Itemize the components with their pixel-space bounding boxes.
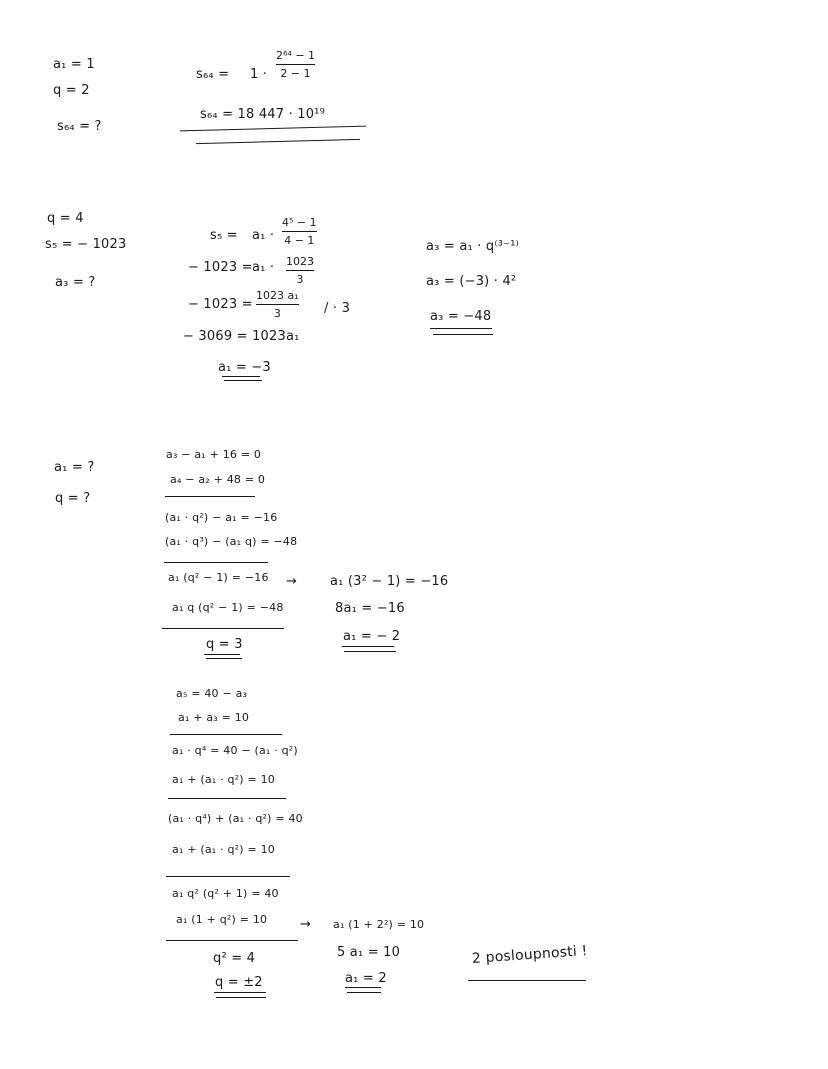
given-q: q = 2 <box>53 83 90 98</box>
s64-lhs: s₆₄ = <box>196 67 230 82</box>
underline <box>204 654 240 655</box>
underline <box>206 658 242 659</box>
given-a3: a₃ = ? <box>55 275 96 290</box>
system-eq-2: a₄ − a₂ + 48 = 0 <box>170 473 266 486</box>
eq2-numerator: 1023 <box>286 255 314 268</box>
arrow-icon: → <box>300 917 312 932</box>
system-eq-4: a₁ + (a₁ · q²) = 10 <box>172 773 275 786</box>
underline <box>342 646 394 647</box>
underline <box>347 992 381 993</box>
eq2-coef: a₁ · <box>252 260 275 275</box>
s64-denominator: 2 − 1 <box>280 67 311 80</box>
arrow-icon: → <box>286 574 298 589</box>
divider <box>164 562 268 563</box>
divider <box>168 798 286 799</box>
two-sequences-note: 2 posloupnosti ! <box>471 942 588 967</box>
system-eq-1: a₃ − a₁ + 16 = 0 <box>166 448 262 461</box>
a1-result: a₁ = 2 <box>345 971 387 986</box>
eq1-coef: a₁ · <box>252 228 275 243</box>
underline <box>222 376 260 377</box>
given-q: q = 4 <box>47 211 84 226</box>
eq1-fraction <box>282 217 317 246</box>
system-eq-8: a₁ (1 + q²) = 10 <box>176 913 268 926</box>
underline <box>433 334 493 335</box>
fraction-bar <box>276 64 315 65</box>
system-eq-3: a₁ · q⁴ = 40 − (a₁ · q²) <box>172 744 298 757</box>
system-eq-7: a₁ q² (q² + 1) = 40 <box>172 887 279 900</box>
a3-substituted: a₃ = (−3) · 4² <box>426 274 517 289</box>
system-eq-3: (a₁ · q²) − a₁ = −16 <box>165 511 278 524</box>
fraction-bar <box>286 270 314 271</box>
system-eq-6: a₁ + (a₁ · q²) = 10 <box>172 843 275 856</box>
underline <box>345 987 381 988</box>
underline <box>344 651 396 652</box>
fraction-bar <box>282 231 317 232</box>
a3-result: a₃ = −48 <box>430 309 492 324</box>
divider <box>165 496 255 497</box>
a1-result: a₁ = − 2 <box>343 629 401 644</box>
eq3-operation: / · 3 <box>324 301 351 316</box>
fraction-bar <box>256 304 299 305</box>
eq1-numerator: 4⁵ − 1 <box>282 216 317 229</box>
q-result: q = ±2 <box>215 975 263 990</box>
underline <box>196 139 360 144</box>
given-q: q = ? <box>55 491 91 506</box>
s64-numerator: 2⁶⁴ − 1 <box>276 49 316 62</box>
eq4: − 3069 = 1023a₁ <box>183 329 300 344</box>
eq2-denominator: 3 <box>296 273 304 286</box>
system-eq-2: a₁ + a₃ = 10 <box>178 711 250 724</box>
system-eq-4: (a₁ · q³) − (a₁ q) = −48 <box>165 535 298 548</box>
eq3-denominator: 3 <box>273 307 281 320</box>
a1-substituted: a₁ (1 + 2²) = 10 <box>333 918 425 931</box>
eq5-result: a₁ = −3 <box>218 360 271 375</box>
system-eq-6: a₁ q (q² − 1) = −48 <box>172 601 284 614</box>
eq3-numerator: 1023 a₁ <box>256 289 299 302</box>
eq3-fraction <box>256 290 299 319</box>
divider <box>166 940 298 941</box>
s64-coef: 1 · <box>250 67 268 82</box>
given-a1: a₁ = 1 <box>53 57 95 72</box>
a1-substituted: a₁ (3² − 1) = −16 <box>330 574 449 589</box>
divider <box>166 876 290 877</box>
s64-fraction <box>276 50 315 79</box>
eq1-lhs: s₅ = <box>210 228 238 243</box>
underline <box>468 980 586 981</box>
underline <box>216 997 266 998</box>
underline <box>180 126 366 132</box>
eq3-lhs: − 1023 = <box>188 297 253 312</box>
underline <box>224 380 262 381</box>
a1-simplified: 5 a₁ = 10 <box>337 945 401 960</box>
q-result: q = 3 <box>206 637 243 652</box>
system-eq-1: a₅ = 40 − a₃ <box>176 687 248 700</box>
given-a1: a₁ = ? <box>54 460 95 475</box>
a1-simplified: 8a₁ = −16 <box>335 601 405 616</box>
given-s5: s₅ = − 1023 <box>45 237 127 252</box>
system-eq-5: a₁ (q² − 1) = −16 <box>168 571 269 584</box>
eq2-lhs: − 1023 = <box>188 260 253 275</box>
eq1-denominator: 4 − 1 <box>284 234 315 247</box>
system-eq-5: (a₁ · q⁴) + (a₁ · q²) = 40 <box>168 812 303 825</box>
q-squared: q² = 4 <box>213 951 256 966</box>
underline <box>430 328 492 329</box>
given-s64: s₆₄ = ? <box>57 119 102 134</box>
a3-formula: a₃ = a₁ · q⁽³⁻¹⁾ <box>426 239 520 254</box>
s64-result: s₆₄ = 18 447 · 10¹⁹ <box>200 107 326 122</box>
underline <box>214 992 266 993</box>
divider <box>170 734 282 735</box>
divider <box>162 628 284 629</box>
eq2-fraction <box>286 256 314 285</box>
